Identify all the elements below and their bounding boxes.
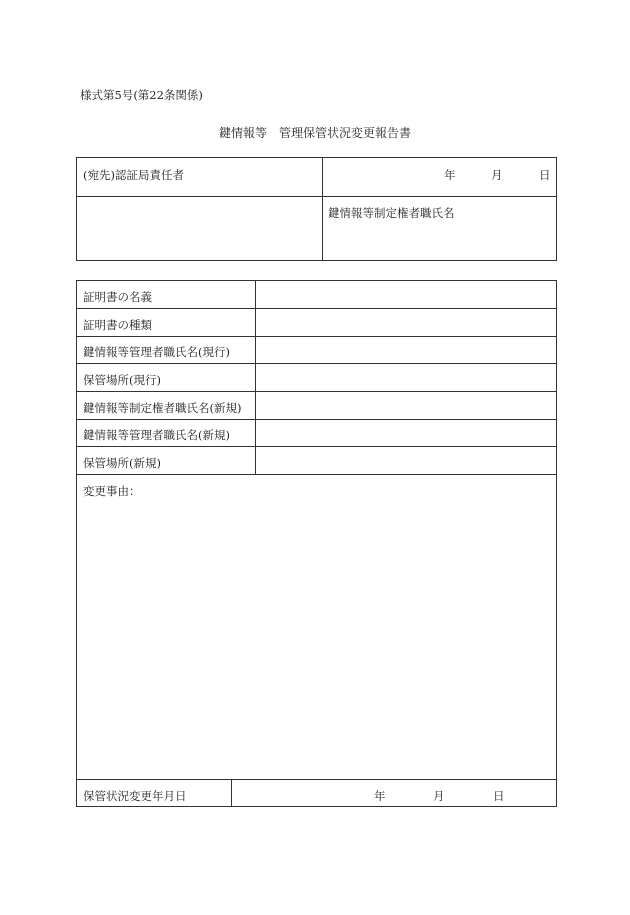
- change-date-year: 年: [374, 789, 386, 803]
- row-label-certificate-type: 証明書の種類: [83, 318, 152, 332]
- row-value-manager-new[interactable]: [256, 420, 556, 446]
- row-value-certificate-name[interactable]: [256, 281, 556, 308]
- date-month: 月: [491, 168, 503, 182]
- row-label-authority-new: 鍵情報等制定権者職氏名(新規): [83, 401, 242, 415]
- row-value-location-new[interactable]: [256, 447, 556, 474]
- addressee-label: (宛先)認証局責任者: [83, 168, 184, 182]
- row-value-authority-new[interactable]: [256, 392, 556, 419]
- row-label-location-new: 保管場所(新規): [83, 456, 161, 470]
- addressee-table: [76, 157, 557, 261]
- addressee-blank-cell[interactable]: [77, 197, 322, 260]
- date-day: 日: [539, 168, 551, 182]
- row-label-manager-new: 鍵情報等管理者職氏名(新規): [83, 428, 230, 442]
- row-value-certificate-type[interactable]: [256, 309, 556, 336]
- change-reason-field[interactable]: [77, 501, 556, 779]
- date-year: 年: [444, 168, 456, 182]
- row-label-manager-current: 鍵情報等管理者職氏名(現行): [83, 345, 230, 359]
- row-label-location-current: 保管場所(現行): [83, 373, 161, 387]
- page-title: 鍵情報等 管理保管状況変更報告書: [218, 126, 411, 140]
- details-table: [76, 280, 557, 807]
- row-label-certificate-name: 証明書の名義: [83, 290, 152, 304]
- change-date-day: 日: [493, 789, 505, 803]
- authority-name-field[interactable]: [323, 222, 556, 260]
- form-number: 様式第5号(第22条関係): [80, 88, 203, 102]
- row-value-location-current[interactable]: [256, 364, 556, 391]
- change-date-field[interactable]: [232, 780, 556, 806]
- change-date-label: 保管状況変更年月日: [83, 789, 187, 803]
- change-date-month: 月: [433, 789, 445, 803]
- row-value-manager-current[interactable]: [256, 337, 556, 363]
- authority-name-label: 鍵情報等制定権者職氏名: [328, 206, 455, 220]
- change-reason-label: 変更事由：: [83, 484, 141, 498]
